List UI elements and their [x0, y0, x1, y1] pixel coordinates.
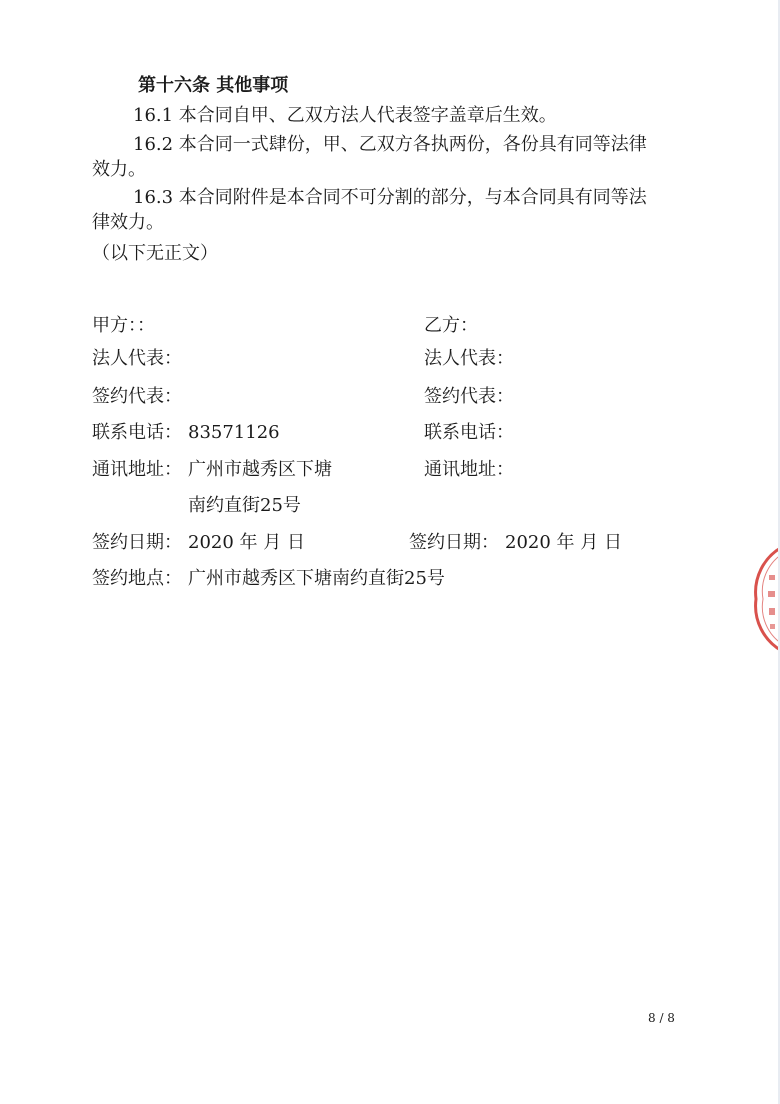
party-a-legal-rep: 法人代表：: [92, 348, 182, 369]
party-a-signing-rep: 签约代表：: [92, 386, 182, 407]
seal-stamp: [754, 545, 780, 653]
party-b-signing-rep: 签约代表：: [424, 386, 514, 407]
signing-place-value: 广州市越秀区下塘南约直街25号: [188, 568, 445, 589]
party-b-date-label: 签约日期：: [409, 532, 499, 553]
party-a-date-value: 2020 年 月 日: [188, 532, 305, 553]
clause-16-1: 16.1 本合同自甲、乙双方法人代表签字盖章后生效。: [133, 105, 557, 126]
signing-place-label: 签约地点：: [92, 568, 182, 589]
party-a-address-line1: 广州市越秀区下塘: [188, 459, 332, 480]
party-b-address-label: 通讯地址：: [424, 459, 514, 480]
party-b-phone-label: 联系电话：: [424, 422, 514, 443]
party-b-date-value: 2020 年 月 日: [505, 532, 622, 553]
party-b-label: 乙方：: [424, 315, 478, 336]
party-b-legal-rep: 法人代表：: [424, 348, 514, 369]
no-more-text-note: （以下无正文）: [92, 243, 218, 264]
clause-16-3-line1: 16.3 本合同附件是本合同不可分割的部分，与本合同具有同等法: [133, 187, 647, 208]
party-a-phone-value: 83571126: [188, 422, 280, 443]
clause-16-2-line1: 16.2 本合同一式肆份，甲、乙双方各执两份，各份具有同等法律: [133, 134, 647, 155]
party-a-phone-label: 联系电话：: [92, 422, 182, 443]
clause-16-2-line2: 效力。: [92, 159, 146, 180]
page-number: 8 / 8: [648, 1011, 675, 1025]
article-heading: 第十六条 其他事项: [138, 75, 289, 96]
party-a-address-line2: 南约直街25号: [188, 495, 301, 516]
party-a-address-label: 通讯地址：: [92, 459, 182, 480]
party-a-date-label: 签约日期：: [92, 532, 182, 553]
party-a-label: 甲方：：: [92, 315, 155, 336]
seal-stamp-graphic: [754, 545, 780, 653]
clause-16-3-line2: 律效力。: [92, 212, 164, 233]
